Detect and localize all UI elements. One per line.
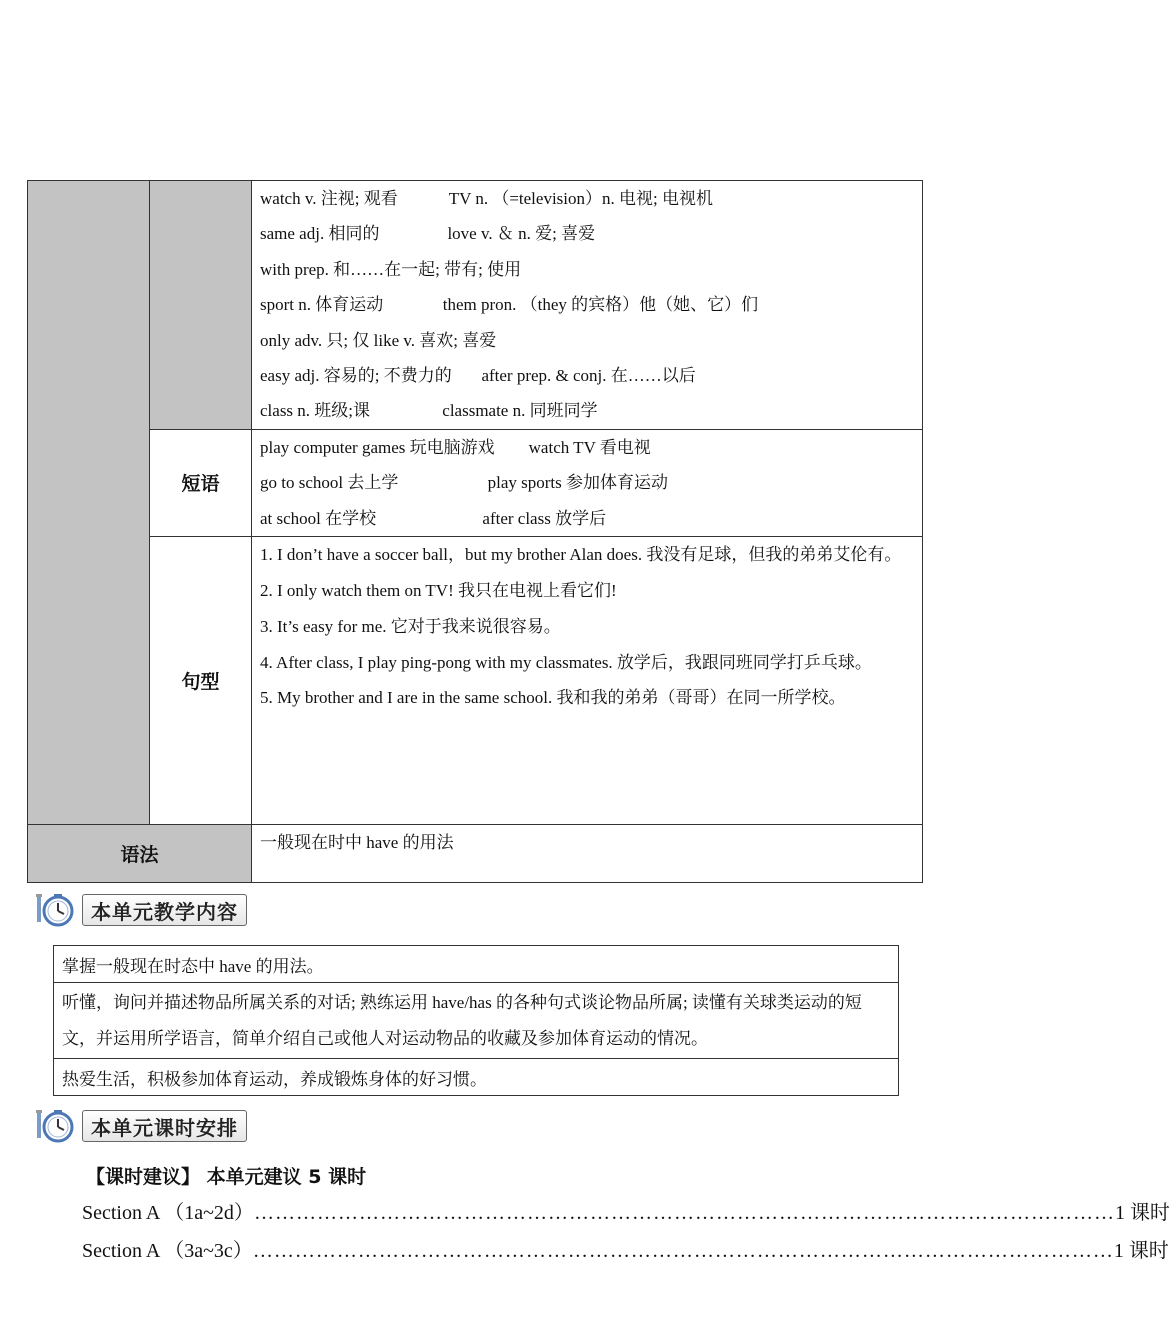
teaching-row: 听懂，询问并描述物品所属关系的对话; 熟练运用 have/has 的各种句式谈论物品所属; 读懂有关球类运动的短文，并运用所学语言，简单介绍自己或他人对运动物品的收藏及参加体育运动的情况。 (54, 983, 899, 1059)
schedule-section: Section A （3a~3c） (82, 1240, 253, 1262)
vocab-line: watch v. 注视; 观看 TV n. （=television）n. 电视; 电视机 (260, 189, 713, 208)
sentence-line: 3. It’s easy for me. 它对于我来说很容易。 (260, 616, 561, 636)
vocab-label-cell (150, 181, 252, 430)
sentence-line: 2. I only watch them on TV! 我只在电视上看它们! (260, 581, 617, 601)
clock-icon (36, 892, 76, 928)
schedule-hours: 1 课时 (1113, 1240, 1169, 1262)
sentence-line: 5. My brother and I are in the same school. 我和我的弟弟（哥哥）在同一所学校。 (260, 688, 846, 708)
schedule-row (82, 1194, 1170, 1232)
phrase-line: at school 在学校 after class 放学后 (260, 508, 607, 528)
phrase-line: go to school 去上学 play sports 参加体育运动 (260, 473, 668, 493)
schedule-dots: …………………………………………………………………………………………………………… (253, 1202, 1115, 1224)
sentences-label: 句型 (150, 537, 252, 825)
vocabulary-table (27, 180, 923, 883)
section-heading-label: 本单元课时安排 (82, 1110, 247, 1142)
clock-icon (36, 1108, 76, 1144)
teaching-row: 热爱生活，积极参加体育运动，养成锻炼身体的好习惯。 (54, 1059, 899, 1096)
sentences-content (252, 537, 923, 825)
schedule-row (82, 1232, 1169, 1270)
category-cell (28, 181, 150, 825)
sentence-line: 4. After class, I play ping-pong with my classmates. 放学后，我跟同班同学打乒乓球。 (260, 652, 872, 672)
grammar-content (252, 825, 923, 883)
schedule-hours: 1 课时 (1114, 1202, 1170, 1224)
schedule-section: Section A （1a~2d） (82, 1202, 254, 1224)
vocab-content (252, 181, 923, 430)
vocab-line: class n. 班级;课 classmate n. 同班同学 (260, 401, 598, 421)
vocab-line: only adv. 只; 仅 like v. 喜欢; 喜爱 (260, 330, 497, 350)
schedule-dots: …………………………………………………………………………………………………………… (252, 1240, 1114, 1262)
grammar-text: 一般现在时中 have 的用法 (260, 833, 454, 853)
vocab-line: with prep. 和……在一起; 带有; 使用 (260, 259, 522, 279)
vocab-line: same adj. 相同的 love v. ＆ n. 爱; 喜爱 (260, 224, 596, 244)
teaching-row: 掌握一般现在时态中 have 的用法。 (54, 946, 899, 983)
schedule (82, 1160, 1170, 1270)
teaching-content-heading (36, 892, 247, 928)
vocab-line: sport n. 体育运动 them pron. （they 的宾格）他（她、它）们 (260, 295, 759, 315)
schedule-heading (36, 1108, 247, 1144)
grammar-label: 语法 (28, 825, 252, 883)
phrase-line: play computer games 玩电脑游戏 watch TV 看电视 (260, 437, 651, 457)
schedule-title: 【课时建议】 本单元建议 5 课时 (86, 1166, 367, 1188)
teaching-content-table (53, 945, 899, 1096)
section-heading-label: 本单元教学内容 (82, 894, 247, 926)
vocab-line: easy adj. 容易的; 不费力的 after prep. & conj. 在……以后 (260, 365, 696, 385)
phrases-content (252, 429, 923, 537)
phrases-label: 短语 (150, 429, 252, 537)
sentence-line: 1. I don’t have a soccer ball，but my brother Alan does. 我没有足球，但我的弟弟艾伦有。 (260, 545, 902, 565)
